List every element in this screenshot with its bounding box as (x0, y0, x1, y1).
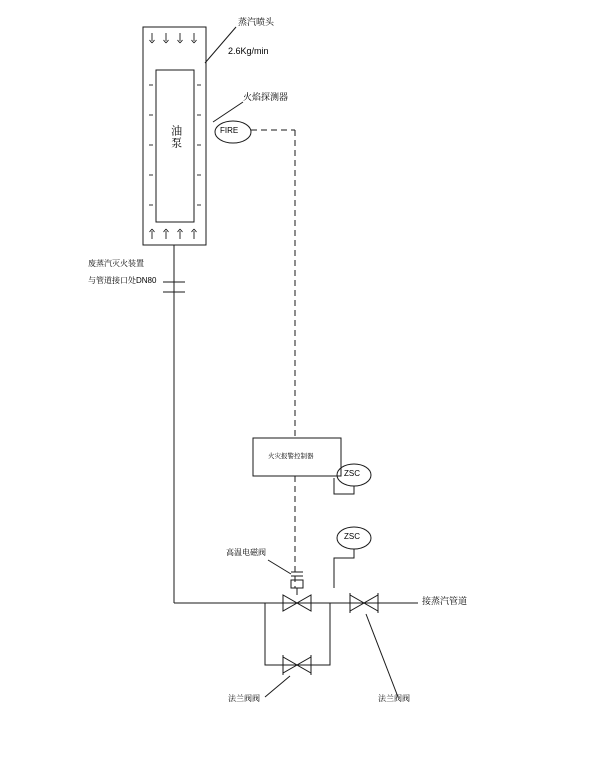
label-fire-bubble: FIRE (220, 126, 239, 135)
label-connection-note-line1: 废蒸汽灭火装置 (88, 259, 144, 268)
label-solenoid-valve: 高温电磁阀 (226, 548, 266, 557)
steam-nozzle-leader (205, 27, 236, 63)
label-fire-detector: 火焰探测器 (243, 92, 289, 102)
label-alarm-panel: 火灾报警控制器 (268, 453, 314, 460)
bypass-loop (265, 603, 330, 665)
label-pump-room: 油泵 (169, 125, 182, 149)
fire-detector-leader (213, 102, 243, 122)
steam-nozzle-row-top (150, 33, 197, 43)
flange-valve-left-leader (265, 676, 290, 697)
label-steam-rate: 2.6Kg/min (228, 46, 269, 56)
solenoid-actuator (291, 572, 303, 595)
steam-nozzle-column-right (197, 85, 201, 205)
flange-valve-right-leader (366, 614, 398, 697)
steam-nozzle-row-bottom (150, 229, 197, 239)
solenoid-leader (268, 560, 291, 574)
zsc-lower-connector (334, 549, 354, 588)
label-connection-note-line2: 与管道接口处DN80 (88, 276, 157, 285)
steam-nozzle-column-left (149, 85, 153, 205)
label-zsc-lower: ZSC (344, 532, 360, 541)
label-flange-valve-right: 法兰阀阀 (378, 694, 410, 703)
label-steam-pipeline: 接蒸汽管道 (422, 596, 468, 606)
label-flange-valve-left: 法兰阀阀 (228, 694, 260, 703)
label-zsc-upper: ZSC (344, 469, 360, 478)
fire-signal-dashed-line (251, 130, 295, 440)
label-steam-nozzle: 蒸汽喷头 (238, 17, 275, 27)
